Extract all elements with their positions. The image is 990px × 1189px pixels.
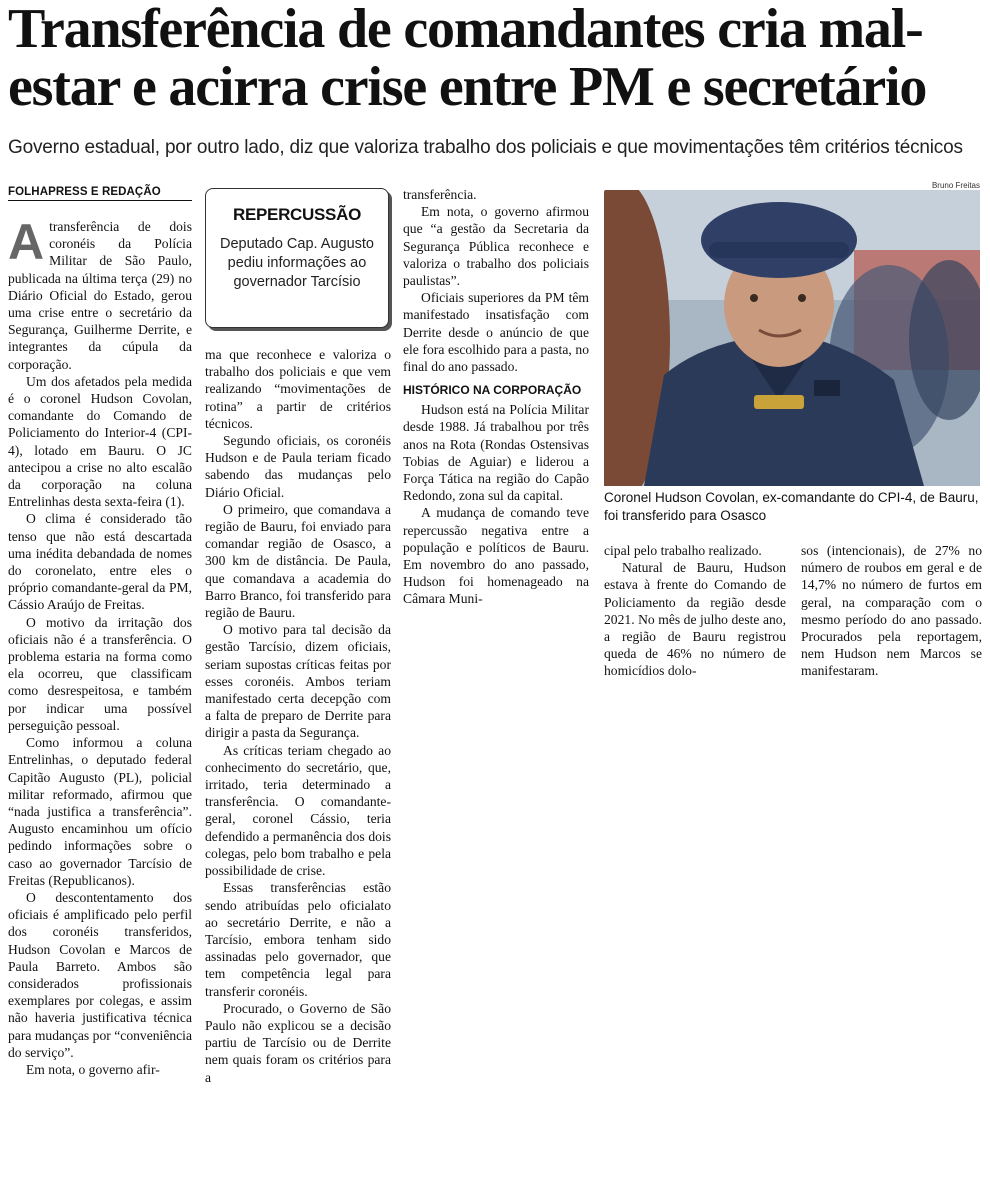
paragraph: Em nota, o governo afirmou que “a gestão da Secretaria da Segurança Pública reconhece e valoriza o trabalho dos policiais paulistas”. [403, 204, 589, 289]
paragraph: Natural de Bauru, Hudson estava à frente do Comando de Policiamento da região desde 2021. No mês de julho deste ano, a região de Bauru registrou queda de 46% no número de homicídios dolo- [604, 560, 786, 679]
paragraph: ma que reconhece e valoriza o trabalho dos policiais e que vem realizando “movimentações de rotina” a partir de critérios técnicos. [205, 347, 391, 431]
paragraph: O motivo para tal decisão da gestão Tarcísio, dizem oficiais, seriam supostas críticas feitas por esses coronéis. Ambos teriam manifestado certa decepção com a falta de preparo de Derrite para dirigir a pasta da Segurança. [205, 622, 391, 741]
paragraph: cipal pelo trabalho realizado. [604, 543, 762, 558]
article-column-4 [604, 542, 786, 1189]
byline: FOLHAPRESS E REDAÇÃO [8, 186, 192, 201]
paragraph: Essas transferências estão sendo atribuídas pelo oficialato ao secretário Derrite, e não a Tarcísio, embora tenham sido assinadas pelo governador, que tem competência legal para transferir coronéis. [205, 880, 391, 999]
officer-photo [604, 190, 980, 486]
paragraph: Hudson está na Polícia Militar desde 1988. Já trabalhou por três anos na Rota (Rondas Ostensivas Tobias de Aguiar) e liderou a Força Tática na região do Capão Redondo, zona sul da capital. [403, 402, 589, 504]
article-column-1 [8, 218, 192, 1189]
paragraph: O clima é considerado tão tenso que não está descartada uma inédita debandada de nomes do coronelato, entre eles o próprio comandante-geral da PM, Cássio Araújo de Freitas. [8, 511, 192, 613]
drop-cap: A [8, 218, 45, 270]
officer-photo-illustration [604, 190, 980, 486]
paragraph: Procurado, o Governo de São Paulo não explicou se a decisão partiu de Tarcísio ou de Derrite nem quais foram os critérios para a [205, 1000, 391, 1085]
article-column-2 [205, 346, 391, 1189]
paragraph: As críticas teriam chegado ao conhecimento do secretário, que, irritado, teria determinado a transferência. O comandante-geral, coronel Cássio, teria defendido a permanência dos dois colegas, pelo bom trabalho e pela possibilidade de crise. [205, 742, 391, 879]
paragraph: O descontentamento dos oficiais é amplificado pelo perfil dos coronéis transferidos, Hudson Covolan e Marcos de Paula Barreto. Ambos são considerados profissionais exemplares por colegas, e assim não haveria justificativa técnica para mudanças por “conveniência do serviço”. [8, 889, 192, 1060]
paragraph-text: transferência de dois coronéis da Polícia Militar de São Paulo, publicada na última terça (29) no Diário Oficial do Estado, gerou uma crise entre o secretário da Segurança, Guilherme Derrite, e integrantes da cúpula da corporação. [8, 219, 192, 372]
paragraph: A mudança de comando teve repercussão negativa entre a população e políticos de Bauru. Em novembro do ano passado, Hudson foi homenageado na Câmara Muni- [403, 505, 589, 607]
paragraph: Como informou a coluna Entrelinhas, o deputado federal Capitão Augusto (PL), policial militar reformado, afirmou que “nada justifica a transferência”. Augusto encaminhou um ofício pedindo informações sobre o caso ao governador Tarcísio de Freitas (Republicanos). [8, 735, 192, 888]
repercussao-box [205, 188, 389, 328]
paragraph: Um dos afetados pela medida é o coronel Hudson Covolan, comandante do Comando de Policiamento do Interior-4 (CPI-4), lotado em Bauru. O JC antecipou a crise no alto escalão da corporação na coluna Entrelinhas desta sexta-feira (1). [8, 373, 192, 510]
paragraph: O primeiro, que comandava a região de Bauru, foi enviado para comandar região de Osasco, a 300 km de distância. De Paula, que comandava a academia do Barro Branco, foi transferido para região de Bauru. [205, 501, 391, 621]
article-column-5 [801, 542, 982, 1189]
deck-subtitle: Governo estadual, por outro lado, diz que valoriza trabalho dos policiais e que movimentações têm critérios técnicos [8, 137, 963, 158]
paragraph [8, 218, 192, 373]
headline: Transferência de comandantes cria mal-estar e acirra crise entre PM e secretário [8, 0, 927, 118]
paragraph: O motivo da irritação dos oficiais não é a transferência. O problema estaria na forma como ela ocorreu, que classificam como desrespeitosa, e também por indicar uma possível perseguição pessoal. [8, 614, 192, 733]
photo-caption: Coronel Hudson Covolan, ex-comandante do CPI-4, de Bauru, foi transferido para Osasco [604, 490, 979, 523]
paragraph: Em nota, o governo afir- [26, 1061, 160, 1077]
section-subhead: HISTÓRICO NA CORPORAÇÃO [403, 383, 582, 398]
photo-credit: Bruno Freitas [931, 181, 980, 190]
paragraph: Segundo oficiais, os coronéis Hudson e de Paula teriam ficado sabendo das mudanças pelo Diário Oficial. [205, 433, 391, 500]
paragraph: Oficiais superiores da PM têm manifestado insatisfação com Derrite desde o anúncio de que ele fora escolhido para a pasta, no final do ano passado. [403, 290, 589, 375]
paragraph: sos (intencionais), de 27% no número de roubos em geral e de 14,7% no número de furtos em geral, na comparação com o mesmo período do ano passado. Procurados pela reportagem, nem Hudson nem Marcos se manifestaram. [801, 543, 982, 679]
box-title: REPERCUSSÃO [232, 205, 361, 224]
article-column-3 [403, 186, 589, 1189]
paragraph: transferência. [403, 187, 477, 202]
box-text: Deputado Cap. Augusto pediu informações ao governador Tarcísio [220, 236, 374, 290]
